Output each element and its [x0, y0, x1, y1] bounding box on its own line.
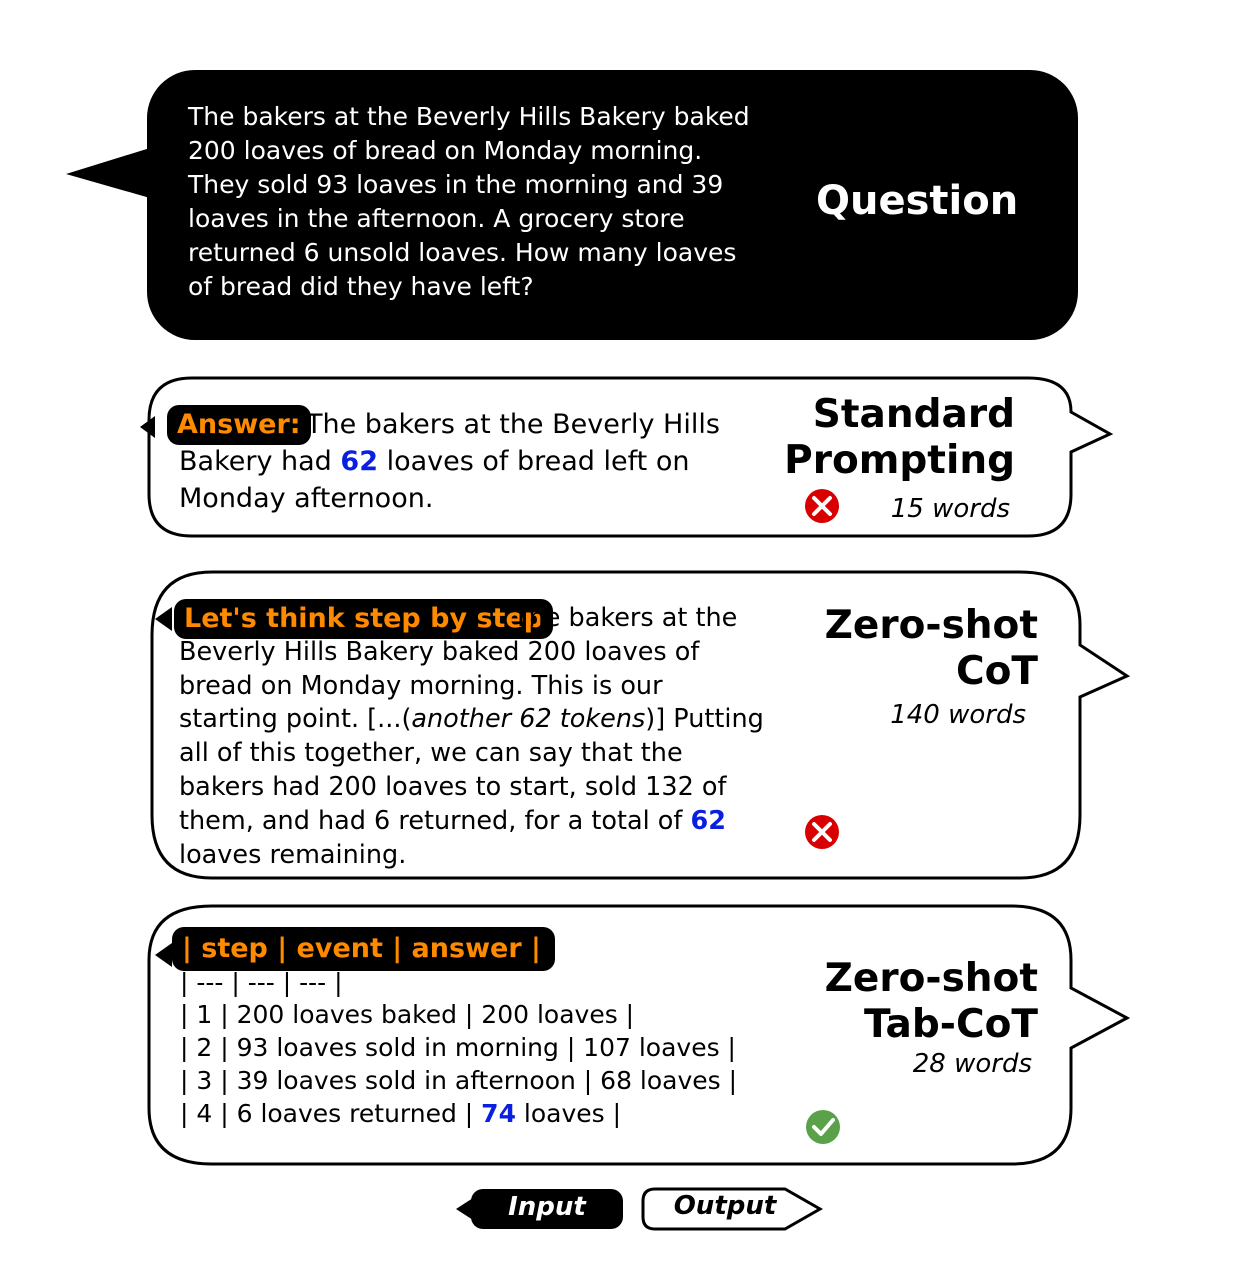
cot-word-count: 140 words	[890, 700, 1026, 730]
question-label: Question	[816, 178, 1019, 224]
standard-label-line1: Standard	[812, 392, 1015, 437]
tabcot-tag: | step | event | answer |	[172, 927, 555, 971]
standard-text-pre: The bakers at the Beverly Hills Bakery had	[179, 409, 720, 477]
cot-tag: Let's think step by step	[174, 599, 553, 639]
cot-text-post: loaves remaining.	[179, 839, 407, 870]
tabcot-row-2: | 2 | 93 loaves sold in morning | 107 loaves |	[180, 1033, 736, 1062]
tabcot-row-4-pre: | 4 | 6 loaves returned |	[180, 1099, 482, 1128]
x-circle-icon	[805, 815, 839, 849]
check-circle-icon	[806, 1110, 840, 1144]
tabcot-answer-value: 74	[481, 1099, 516, 1128]
tabcot-label-line2: Tab-CoT	[863, 1002, 1038, 1047]
standard-label-line2: Prompting	[784, 438, 1015, 483]
legend-output-label: Output	[673, 1191, 777, 1221]
standard-word-count: 15 words	[890, 494, 1010, 524]
standard-answer-text	[179, 406, 739, 517]
answer-tag: Answer:	[167, 405, 311, 445]
tabcot-label	[780, 956, 1038, 1048]
tabcot-row-1: | 1 | 200 loaves baked | 200 loaves |	[180, 1000, 635, 1029]
tabcot-row-3: | 3 | 39 loaves sold in afternoon | 68 loaves |	[180, 1066, 738, 1095]
cot-answer-text	[179, 602, 769, 872]
tabcot-word-count: 28 words	[912, 1049, 1032, 1079]
standard-label	[760, 392, 1015, 484]
x-circle-icon	[805, 489, 839, 523]
standard-answer-value: 62	[340, 446, 378, 477]
question-text: The bakers at the Beverly Hills Bakery baked 200 loaves of bread on Monday morning. They sold 93 loaves in the morning and 39 loaves in the afternoon. A grocery store returned 6 unsold loaves. How many loaves of bread did they have left?	[188, 102, 750, 301]
tabcot-row-4-post: loaves |	[515, 1099, 622, 1128]
tabcot-label-line1: Zero-shot	[824, 956, 1038, 1001]
cot-label	[780, 603, 1038, 695]
standard-text-post: loaves of bread left on Monday afternoon.	[179, 446, 690, 514]
tabcot-row-4	[180, 1097, 800, 1130]
cot-text-part2: )] Putting all of this together, we can say that the bakers had 200 loaves to start, sold 132 of them, and had 6 returned, for a total of	[179, 704, 764, 836]
cot-label-line2: CoT	[955, 649, 1038, 694]
tabcot-table	[180, 968, 800, 1130]
legend-input-label: Input	[508, 1192, 586, 1222]
tabcot-separator: | --- | --- | --- |	[180, 968, 343, 997]
cot-label-line1: Zero-shot	[824, 603, 1038, 648]
cot-skip-note: another 62 tokens	[411, 704, 646, 735]
cot-answer-value: 62	[690, 805, 726, 836]
cot-text-part1: The bakers at the Beverly Hills Bakery baked 200 loaves of bread on Monday morning. This is our starting point. [...(	[179, 603, 738, 735]
